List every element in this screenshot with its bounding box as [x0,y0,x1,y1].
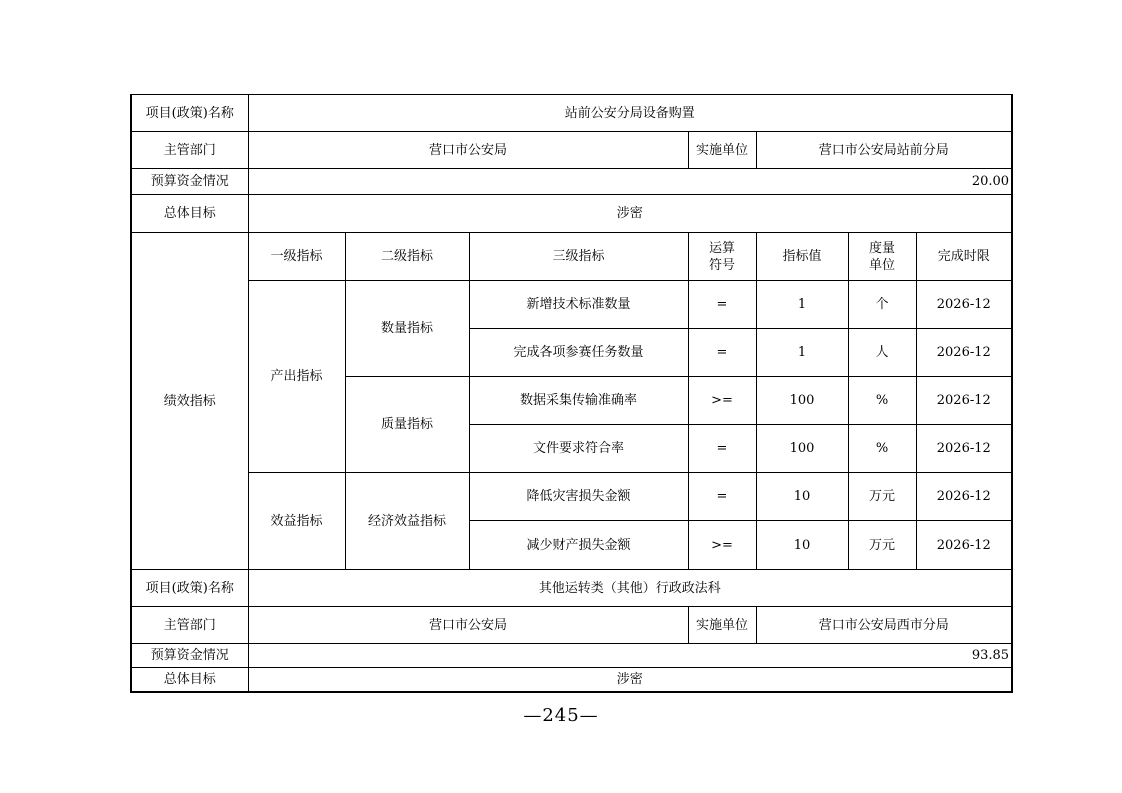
performance-table [130,94,1013,693]
indicator-value: 10 [756,473,848,521]
indicator-unit: 个 [848,281,916,329]
indicator-deadline: 2026-12 [916,425,1012,473]
indicator-value: 1 [756,281,848,329]
indicator-unit: % [848,425,916,473]
indicator-deadline: 2026-12 [916,521,1012,570]
indicator-operator: = [688,473,756,521]
project-name-label: 项目(政策)名称 [131,570,248,607]
indicator-name: 新增技术标准数量 [469,281,688,329]
budget-value: 20.00 [248,169,1012,195]
group-quantity: 数量指标 [345,281,469,377]
project-name-value: 站前公安分局设备购置 [248,95,1012,132]
indicator-deadline: 2026-12 [916,377,1012,425]
dept-value: 营口市公安局 [248,132,688,169]
project2-goal-row [131,668,1012,692]
header-level2: 二级指标 [345,233,469,281]
group-economic: 经济效益指标 [345,473,469,570]
indicator-value: 100 [756,377,848,425]
project1-dept-row [131,132,1012,169]
dept-label: 主管部门 [131,132,248,169]
budget-value: 93.85 [248,644,1012,668]
project2-name-row [131,570,1012,607]
dept-label: 主管部门 [131,607,248,644]
header-level3: 三级指标 [469,233,688,281]
project-name-label: 项目(政策)名称 [131,95,248,132]
indicator-unit: 万元 [848,473,916,521]
indicator-value: 100 [756,425,848,473]
indicator-name: 文件要求符合率 [469,425,688,473]
indicator-row [131,473,1012,521]
indicator-name: 降低灾害损失金额 [469,473,688,521]
goal-value: 涉密 [248,195,1012,233]
indicator-name: 数据采集传输准确率 [469,377,688,425]
indicator-name: 减少财产损失金额 [469,521,688,570]
indicator-unit: 人 [848,329,916,377]
indicator-deadline: 2026-12 [916,473,1012,521]
indicator-operator: = [688,329,756,377]
project2-dept-row [131,607,1012,644]
goal-label: 总体目标 [131,195,248,233]
goal-label: 总体目标 [131,668,248,692]
project2-budget-row [131,644,1012,668]
header-unit [848,233,916,281]
indicator-operator: >= [688,377,756,425]
dept-value: 营口市公安局 [248,607,688,644]
project1-goal-row [131,195,1012,233]
project-name-value: 其他运转类（其他）行政政法科 [248,570,1012,607]
group-benefit: 效益指标 [248,473,345,570]
group-quality: 质量指标 [345,377,469,473]
impl-label: 实施单位 [688,132,756,169]
indicator-operator: = [688,425,756,473]
impl-label: 实施单位 [688,607,756,644]
header-level1: 一级指标 [248,233,345,281]
header-operator-line2: 符号 [708,257,735,273]
impl-value: 营口市公安局站前分局 [756,132,1012,169]
group-output: 产出指标 [248,281,345,473]
budget-label: 预算资金情况 [131,644,248,668]
indicator-row [131,281,1012,329]
budget-label: 预算资金情况 [131,169,248,195]
indicator-value: 10 [756,521,848,570]
goal-value: 涉密 [248,668,1012,692]
indicator-deadline: 2026-12 [916,329,1012,377]
indicator-value: 1 [756,329,848,377]
header-operator-line1: 运算 [708,240,735,256]
project1-budget-row [131,169,1012,195]
page-number: —245— [523,705,599,726]
indicator-header-row [131,233,1012,281]
header-operator [688,233,756,281]
indicator-unit: % [848,377,916,425]
header-unit-line1: 度量 [868,240,895,256]
header-unit-line2: 单位 [868,257,895,273]
perf-label: 绩效指标 [131,233,248,570]
indicator-name: 完成各项参赛任务数量 [469,329,688,377]
header-deadline: 完成时限 [916,233,1012,281]
indicator-deadline: 2026-12 [916,281,1012,329]
indicator-operator: >= [688,521,756,570]
indicator-unit: 万元 [848,521,916,570]
impl-value: 营口市公安局西市分局 [756,607,1012,644]
header-value: 指标值 [756,233,848,281]
indicator-operator: = [688,281,756,329]
project1-name-row [131,95,1012,132]
